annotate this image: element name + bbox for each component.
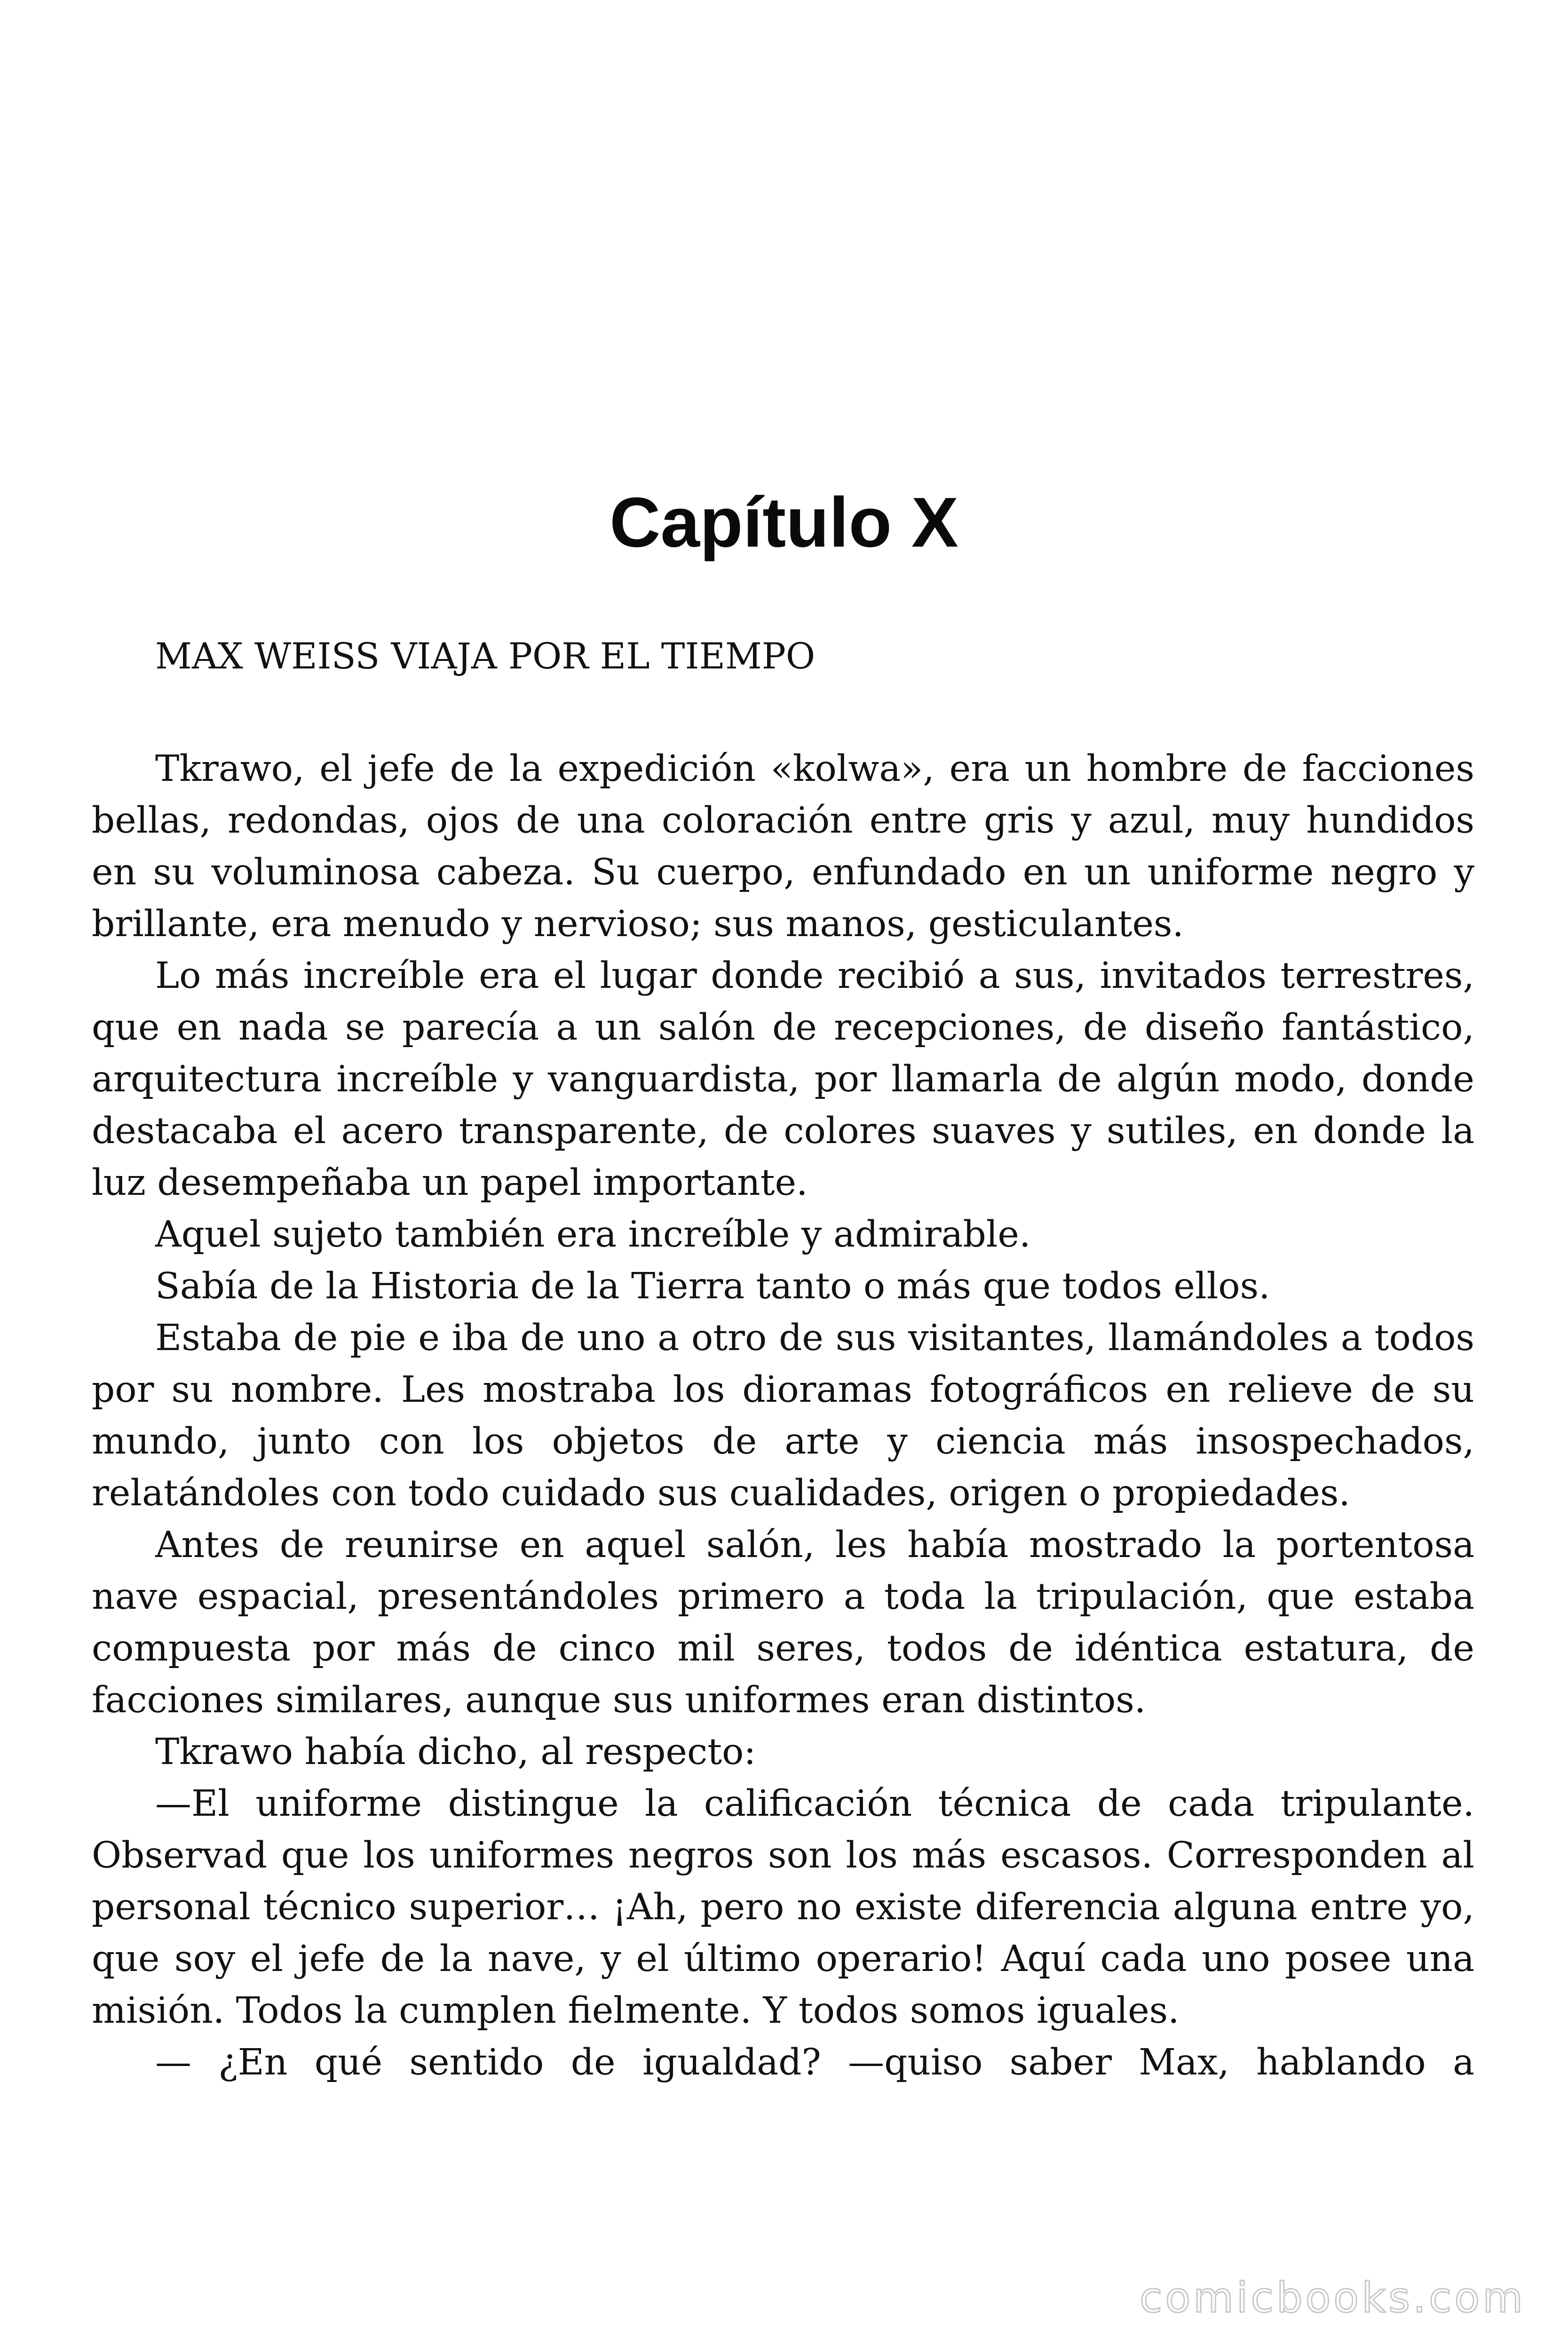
body-text [92,743,1474,2089]
watermark: comicbooks.com [1139,2273,1526,2322]
paragraph: Lo más increíble era el lugar donde recibió a sus, invitados terrestres, que en nada se parecía a un salón de recepciones, de diseño fantástico, arquitectura increíble y vanguardista, por llamarla de algún modo, donde destacaba el acero transparente, de colores suaves y sutiles, en donde la luz desempeñaba un papel importante. [92,955,1474,1204]
chapter-subtitle: MAX WEISS VIAJA POR EL TIEMPO [155,635,816,677]
paragraph: Aquel sujeto también era increíble y admirable. [155,1214,1031,1255]
paragraph: Tkrawo había dicho, al respecto: [155,1731,756,1773]
paragraph: Tkrawo, el jefe de la expedición «kolwa», era un hombre de facciones bellas, redondas, ojos de una coloración entre gris y azul, muy hundidos en su voluminosa cabeza. Su cuerpo, enfundado en un uniforme negro y brillante, era menudo y nervioso; sus manos, gesticulantes. [92,748,1474,945]
paragraph: Sabía de la Historia de la Tierra tanto o más que todos ellos. [155,1265,1270,1307]
paragraph: —El uniforme distingue la calificación técnica de cada tripulante. Observad que los uniformes negros son los más escasos. Corresponden al personal técnico superior… ¡Ah, pero no existe diferencia alguna entre yo, que soy el jefe de la nave, y el último operario! Aquí cada uno posee una misión. Todos la cumplen fielmente. Y todos somos iguales. [92,1783,1474,2032]
chapter-title: Capítulo X [610,483,958,562]
paragraph: Estaba de pie e iba de uno a otro de sus visitantes, llamándoles a todos por su nombre. Les mostraba los dioramas fotográficos en relieve de su mundo, junto con los objetos de arte y ciencia más insospechados, relatándoles con todo cuidado sus cualidades, origen o propiedades. [92,1317,1474,1514]
paragraph: — ¿En qué sentido de igualdad? —quiso saber Max, hablando a [155,2042,1474,2083]
paragraph: Antes de reunirse en aquel salón, les había mostrado la portentosa nave espacial, presentándoles primero a toda la tripulación, que estaba compuesta por más de cinco mil seres, todos de idéntica estatura, de facciones similares, aunque sus uniformes eran distintos. [92,1524,1474,1721]
